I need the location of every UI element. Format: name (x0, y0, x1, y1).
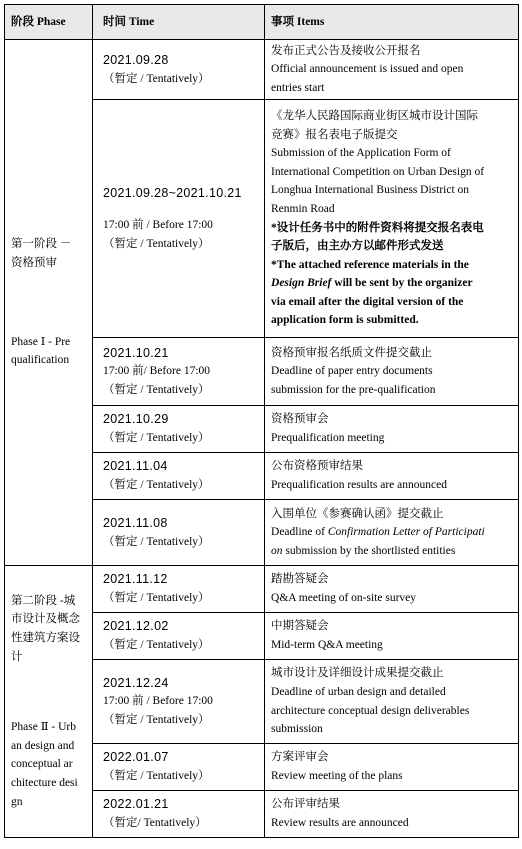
item-cn: 踏勘答疑会 (271, 573, 329, 586)
item-en-line: Official announcement is issued and open (271, 63, 464, 76)
item-en-fragment: submission by the shortlisted entities (282, 544, 456, 557)
header-time: 时间 Time (93, 5, 265, 40)
item-cn: 方案评审会 (271, 751, 329, 764)
date-text: 2021.09.28 (103, 52, 169, 67)
item-en-line: Deadline of urban design and detailed (271, 685, 446, 698)
time-note: （暂定 / Tentatively） (103, 639, 210, 651)
note-en-line: application form is submitted. (271, 314, 419, 327)
item-en-fragment: Deadline of (271, 526, 328, 539)
item-cn: 入围单位《参赛确认函》提交截止 (271, 507, 444, 520)
time-note: （暂定 / Tentatively） (103, 432, 210, 444)
time-cell (93, 744, 265, 791)
time-deadline: 17:00 前/ Before 17:00 (103, 365, 211, 378)
schedule-table (4, 4, 519, 838)
phase-2-en-line: chitecture desi (11, 776, 78, 789)
item-en-line: submission for the pre-qualification (271, 383, 436, 396)
confirmation-letter-title: Confirmation Letter of Participati (327, 526, 485, 539)
phase-1-cn-line: 第一阶段 － (11, 238, 72, 251)
phase-2-en-line: Phase Ⅱ - Urb (11, 721, 76, 734)
time-deadline: 17:00 前 / Before 17:00 (103, 219, 213, 232)
time-cell (93, 613, 265, 660)
note-cn-line: 子版后，由主办方以邮件形式发送 (271, 240, 444, 253)
item-en-line: Prequalification meeting (271, 432, 385, 444)
time-cell (93, 566, 265, 613)
time-note: （暂定 / Tentatively） (103, 535, 210, 548)
date-text: 2021.10.21 (103, 345, 169, 360)
header-items: 事项 Items (265, 5, 519, 40)
item-cn: 资格预审报名纸质文件提交截止 (271, 346, 433, 359)
date-text: 2022.01.21 (103, 797, 169, 812)
item-cell (265, 660, 519, 744)
time-cell (93, 406, 265, 453)
item-en-line: architecture conceptual design deliverables (271, 704, 470, 717)
confirmation-letter-title-cont: on (271, 544, 283, 557)
time-note: （暂定 / Tentatively） (103, 770, 210, 782)
item-en-line: Longhua International Business District on (271, 184, 470, 197)
note-en-fragment: will be sent by the organizer (331, 277, 473, 290)
header-row (5, 5, 519, 40)
item-cell (265, 100, 519, 338)
time-note: （暂定 / Tentatively） (103, 237, 210, 250)
time-cell (93, 338, 265, 406)
phase-2-cn-line: 市设计及概念 (11, 613, 80, 626)
item-cell (265, 500, 519, 566)
time-note: （暂定 / Tentatively） (103, 479, 210, 491)
header-phase: 阶段 Phase (5, 5, 93, 40)
table-row (5, 566, 519, 613)
item-cell (265, 566, 519, 613)
item-cn: 公布评审结果 (271, 798, 341, 811)
phase-2-cn-line: 第二阶段 -城 (11, 594, 76, 607)
time-note: （暂定/ Tentatively） (103, 817, 207, 829)
time-cell (93, 40, 265, 100)
date-text: 2021.09.28~2021.10.21 (103, 185, 242, 200)
note-en-line (271, 274, 518, 293)
date-text: 2022.01.07 (103, 750, 169, 765)
item-cn: 中期答疑会 (271, 620, 329, 633)
time-deadline: 17:00 前 / Before 17:00 (103, 695, 213, 708)
item-en-line (271, 542, 518, 561)
time-cell (93, 500, 265, 566)
item-en-line: Renmin Road (271, 202, 335, 215)
item-en-line: Prequalification results are announced (271, 479, 447, 491)
item-cell (265, 613, 519, 660)
phase-2-cell (5, 566, 93, 838)
date-text: 2021.12.24 (103, 675, 169, 690)
time-cell (93, 791, 265, 838)
item-cell (265, 453, 519, 500)
item-en-line (271, 523, 518, 542)
item-cell (265, 744, 519, 791)
date-text: 2021.11.04 (103, 459, 168, 474)
note-cn-line: *设计任务书中的附件资料将提交报名表电 (271, 221, 484, 234)
phase-2-en-line: gn (11, 795, 23, 808)
note-en-line: via email after the digital version of the (271, 295, 464, 308)
item-en-line: Mid-term Q&A meeting (271, 639, 383, 651)
item-en-line: International Competition on Urban Design of (271, 165, 485, 178)
item-cn: 城市设计及详细设计成果提交截止 (271, 667, 444, 680)
item-cell (265, 791, 519, 838)
item-cell (265, 406, 519, 453)
note-en-line: *The attached reference materials in the (271, 258, 469, 271)
item-cell (265, 40, 519, 100)
time-cell (93, 100, 265, 338)
item-en-line: Review meeting of the plans (271, 770, 403, 782)
phase-2-cn-line: 性建筑方案设 (11, 632, 80, 645)
time-note: （暂定 / Tentatively） (103, 592, 210, 604)
date-text: 2021.12.02 (103, 619, 169, 634)
table-row (5, 40, 519, 100)
item-cn: 资格预审会 (271, 413, 329, 426)
time-cell (93, 660, 265, 744)
item-cn: 公布资格预审结果 (271, 460, 364, 473)
item-en-line: Q&A meeting of on-site survey (271, 592, 417, 604)
time-note: （暂定 / Tentatively） (103, 72, 210, 85)
phase-1-cell (5, 40, 93, 566)
phase-1-cn-line: 资格预审 (11, 256, 57, 269)
date-text: 2021.10.29 (103, 412, 169, 427)
phase-1-en-line: qualification (11, 354, 70, 367)
item-cn: 发布正式公告及接收公开报名 (271, 44, 421, 57)
date-text: 2021.11.12 (103, 572, 168, 587)
time-cell (93, 453, 265, 500)
item-cell (265, 338, 519, 406)
item-en-line: submission (271, 723, 323, 736)
phase-2-en-line: conceptual ar (11, 758, 73, 771)
item-cn-line: 《龙华人民路国际商业街区城市设计国际 (271, 109, 479, 122)
phase-2-cn-line: 计 (11, 650, 23, 663)
phase-1-en-line: Phase Ⅰ - Pre (11, 335, 71, 348)
time-note: （暂定 / Tentatively） (103, 713, 210, 726)
design-brief-title: Design Brief (271, 277, 332, 290)
item-en-line: Review results are announced (271, 817, 409, 829)
item-en-line: Submission of the Application Form of (271, 147, 451, 160)
item-en-line: Deadline of paper entry documents (271, 365, 433, 378)
item-cn-line: 竞赛》报名表电子版提交 (271, 128, 398, 141)
item-en-line: entries start (271, 81, 325, 94)
phase-2-en-line: an design and (11, 739, 75, 752)
date-text: 2021.11.08 (103, 515, 168, 530)
time-note: （暂定 / Tentatively） (103, 383, 210, 396)
